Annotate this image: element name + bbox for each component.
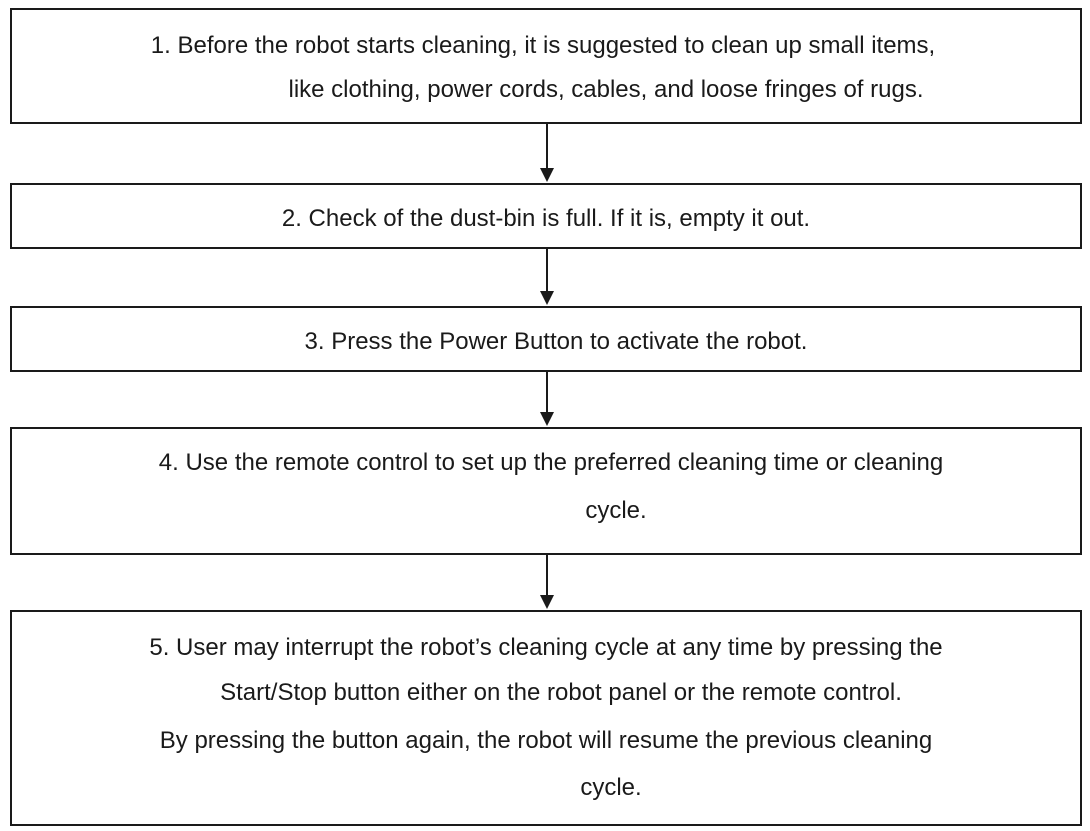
- arrow-down-icon: [537, 249, 557, 307]
- step-3-text-line-1: 3. Press the Power Button to activate the robot.: [304, 328, 808, 355]
- step-5-box: [10, 610, 1082, 826]
- step-4-text-line-2: cycle.: [585, 497, 647, 524]
- arrow-down-icon: [537, 124, 557, 184]
- step-2-text-line-1: 2. Check of the dust-bin is full. If it is, empty it out.: [281, 205, 811, 232]
- step-4-text-line-1: 4. Use the remote control to set up the preferred cleaning time or cleaning: [158, 449, 944, 476]
- arrow-down-icon: [537, 372, 557, 428]
- step-2-box: [10, 183, 1082, 249]
- step-5-text-line-4: cycle.: [580, 774, 642, 801]
- step-1-text-line-1: 1. Before the robot starts cleaning, it is suggested to clean up small items,: [150, 32, 936, 59]
- step-5-text-line-2: Start/Stop button either on the robot panel or the remote control.: [220, 679, 902, 706]
- step-5-text-line-3: By pressing the button again, the robot will resume the previous cleaning: [159, 727, 933, 754]
- step-5-text-line-1: 5. User may interrupt the robot’s cleaning cycle at any time by pressing the: [149, 634, 943, 661]
- step-4-box: [10, 427, 1082, 555]
- step-1-box: [10, 8, 1082, 124]
- step-1-text-line-2: like clothing, power cords, cables, and loose fringes of rugs.: [288, 76, 924, 103]
- step-3-box: [10, 306, 1082, 372]
- arrow-down-icon: [537, 555, 557, 611]
